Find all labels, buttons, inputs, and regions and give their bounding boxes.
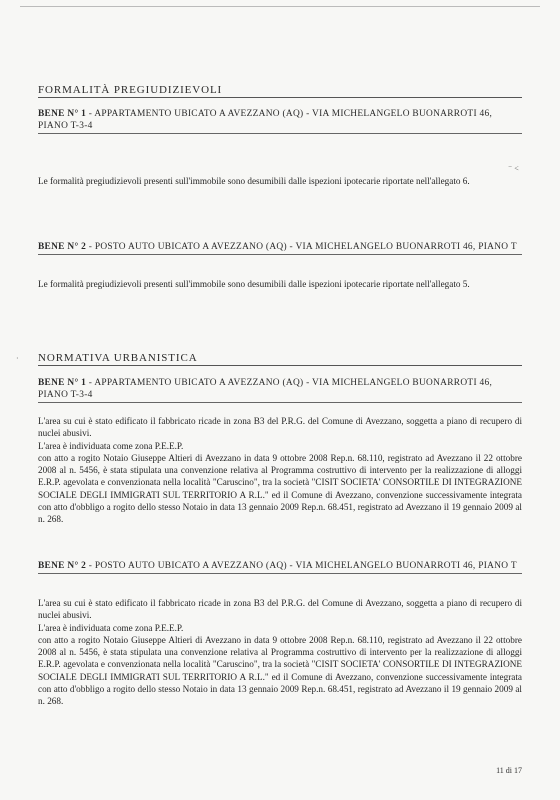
section-title-normativa: NORMATIVA URBANISTICA <box>38 352 522 366</box>
paragraph: L'area su cui è stato edificato il fabbricato ricade in zona B3 del P.R.G. del Comune di Avezzano, soggetta a piano di recupero di nuclei abusivi. <box>38 416 522 439</box>
bene-1-label: BENE N° 1 <box>38 109 87 119</box>
bene-2-label: BENE N° 2 <box>38 242 87 252</box>
page-number: 11 di 17 <box>496 766 522 775</box>
paragraph: L'area è individuata come zona P.E.E.P. <box>38 440 184 451</box>
normativa-bene-2-description: - POSTO AUTO UBICATO A AVEZZANO (AQ) - VIA MICHELANGELO BUONARROTI 46, PIANO T <box>86 561 517 571</box>
bene-2-heading <box>38 241 522 255</box>
normativa-bene-1-description: - APPARTAMENTO UBICATO A AVEZZANO (AQ) - VIA MICHELANGELO BUONARROTI 46, PIANO T-3-4 <box>38 378 493 400</box>
formalita-bene-1-text: Le formalità pregiudizievoli presenti sull'immobile sono desumibili dalle ispezioni ipotecarie riportate nell'allegato 6. <box>38 176 470 186</box>
paragraph: con atto a rogito Notaio Giuseppe Altieri di Avezzano in data 9 ottobre 2008 Rep.n. 68.110, registrato ad Avezzano il 22 ottobre 2008 al n. 5456, è stata stipulata una convenzione relativa al Programma costruttivo di intervento per la realizzazione di alloggi E.R.P. agevolata e convenzionata nella località "Caruscino", tra la società "CISIT SOCIETA' CONSORTILE DI INTEGRAZIONE SOCIALE DEGLI IMMIGRATI SUL TERRITORIO A R.L." ed il Comune di Avezzano, convenzione successivamente integrata con atto d'obbligo a rogito dello stesso Notaio in data 13 gennaio 2009 Rep.n. 68.451, registrato ad Avezzano il 19 gennaio 2009 al n. 268. <box>38 634 522 707</box>
paragraph: con atto a rogito Notaio Giuseppe Altieri di Avezzano in data 9 ottobre 2008 Rep.n. 68.110, registrato ad Avezzano il 22 ottobre 2008 al n. 5456, è stata stipulata una convenzione relativa al Programma costruttivo di intervento per la realizzazione di alloggi E.R.P. agevolata e convenzionata nella località "Caruscino", tra la società "CISIT SOCIETA' CONSORTILE DI INTEGRAZIONE SOCIALE DEGLI IMMIGRATI SUL TERRITORIO A R.L." ed il Comune di Avezzano, convenzione successivamente integrata con atto d'obbligo a rogito dello stesso Notaio in data 13 gennaio 2009 Rep.n. 68.451, registrato ad Avezzano il 19 gennaio 2009 al n. 268. <box>38 452 522 525</box>
formalita-bene-2-text: Le formalità pregiudizievoli presenti sull'immobile sono desumibili dalle ispezioni ipotecarie riportate nell'allegato 5. <box>38 279 470 289</box>
bene-1-description: - APPARTAMENTO UBICATO A AVEZZANO (AQ) - VIA MICHELANGELO BUONARROTI 46, PIANO T-3-4 <box>38 109 493 131</box>
bene-2-description: - POSTO AUTO UBICATO A AVEZZANO (AQ) - VIA MICHELANGELO BUONARROTI 46, PIANO T <box>86 242 517 252</box>
normativa-bene-2-heading <box>38 560 522 574</box>
section-title-formalita: FORMALITÀ PREGIUDIZIEVOLI <box>38 84 522 98</box>
normativa-bene-1-label: BENE N° 1 <box>38 378 87 388</box>
stray-mark: ⁻ ˂ <box>508 164 519 173</box>
paragraph: L'area su cui è stato edificato il fabbricato ricade in zona B3 del P.R.G. del Comune di Avezzano, soggetta a piano di recupero di nuclei abusivi. <box>38 598 522 621</box>
normativa-bene-1-heading <box>38 377 522 403</box>
normativa-bene-2-body <box>38 597 522 708</box>
normativa-bene-2-label: BENE N° 2 <box>38 561 87 571</box>
stray-dot: · <box>16 354 19 363</box>
normativa-bene-1-body <box>38 415 522 526</box>
page-top-edge <box>20 6 540 7</box>
paragraph: L'area è individuata come zona P.E.E.P. <box>38 622 184 633</box>
bene-1-heading <box>38 108 522 134</box>
